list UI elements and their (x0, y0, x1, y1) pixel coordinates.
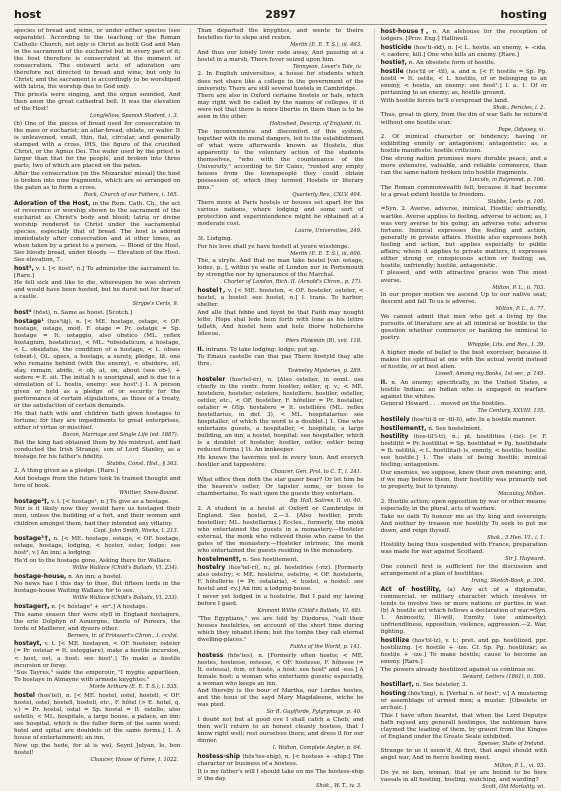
dictionary-entry (197, 477, 363, 505)
entry-text: Do ye ne ken, woman, that ye are bound to be here vassals in all hosting, hosting, watching, and warding? (380, 770, 547, 784)
dictionary-entry (381, 379, 547, 401)
citation: Scott, Old Mortality, vii. (482, 784, 545, 791)
dictionary-entry (381, 770, 547, 791)
entry-text: n. [< ME. hostage, ostage, < OF. hostage, ostage, hostage, lodging, < hoster, oster, lodge: see host³, v.] An inn; a lodging. (14, 536, 181, 557)
dictionary-entry (381, 586, 547, 636)
entry-text: No news hae I this day to thee, But fifteen lords in the hostage-house Waiting Wallace for to see. (14, 581, 181, 595)
dictionary-entry (197, 71, 363, 92)
citation: Berners, tr. of Froissart's Chron., I. ccxlvi. (67, 632, 179, 639)
header-guide-word-right: hosting (500, 8, 547, 21)
headword: hostage³†, (14, 535, 51, 543)
citation: Seward, Letters (1861), ii. 566. (462, 673, 545, 680)
headword: II. (197, 345, 205, 353)
headword: hostayt, (14, 640, 42, 648)
entry-text: (hos'til-li or -tīl-li), adv. In a hostile manner. (411, 416, 537, 423)
entry-text: (a) Any act of a diplomatic, commercial, or military character which involves or tends to involve two or more nations or parties in war. (b) A hostile act which follows a declaration of war.=Syn. 1. Animosity, Ill-will, Enmity (see animosity); unfriendliness, opposition, violence, aggression.—2. War, fighting. (380, 586, 547, 636)
dictionary-entry (14, 670, 180, 691)
headword: hosticide (380, 43, 412, 51)
dictionary-entry (14, 440, 180, 468)
entry-text: (hōs'ting), n. [Verbal n. of host¹, v.] A mustering or assemblage of armed men; a muster. [Obsolete or archaic.] (380, 690, 547, 711)
entry-text: General Howard . . . moved on the hostiles. (380, 401, 506, 408)
dictionary-entry (381, 292, 547, 313)
citation: Milton, P. L., ii. 763. (492, 284, 545, 291)
dictionary-entry (197, 287, 363, 309)
entry-text: The powers already hostilized against us continue so. (380, 666, 536, 673)
citation: The Century, XXVIII. 135. (477, 408, 545, 415)
headword: hostess-ship (197, 752, 241, 760)
dictionary-entry (381, 401, 547, 415)
entry-text: n. An inn; a hostel. (68, 573, 123, 580)
entry-text: After the consecration [in the Mozarabic missal] the host is broken into nine fragments, which are so arranged on the paten as to form a cross. (14, 170, 181, 191)
headword: host³, (14, 264, 34, 272)
entry-text: 2. A student in a hostel at Oxford or Cambridge in England. See hostel, 2.—3. [Also hostiler, prob. hostellier; ML. hostellarius.] Eccles., formerly, the monk who entertained the guests in a monastery.—Hosteler external, the monk who relieved those who came to the gates of the monastery.—Hosteler intrinsic, the monk who entertained the guests residing in the monastery. (197, 505, 364, 554)
entry-text: (hōs'tes), n. [Formerly often hostis; < ME. hostes, hostesse, ostesse, < OF. hostesse, F. hôtesse (= It. ostessa), fem. of hoste, a host: see host³ and -ess.] A female host; a woman who entertains guests; especially, a woman who keeps an inn. (197, 652, 364, 687)
citation: Whittier, Snow-Bound. (119, 490, 179, 497)
entry-text: There more at Paris hostels or houses set apart for the various nations, where lodging and some sort of protection and superintendence might be obtained at a moderate cost. (197, 200, 364, 228)
citation: Stubbs, Const. Hist., § 363. (106, 460, 179, 467)
entry-text: in the Rom. Cath. Ch., the act of reverence or worship shown to the sacrament of the eucharist as Christ's body and blood; latria or divine worship rendered to Christ under the sacramental species, especially that of bread. The host is adored immediately after consecration and at other times, as when taken by a priest to a person. — Blood of the Host. See bloody bread, under bloody. — Elevation of the Host. See elevation, 7. (14, 200, 181, 263)
entry-text: He that hath wife and children hath given hostages to fortune; for they are impediments to great enterprises, either of virtue or mischief. (14, 410, 181, 431)
entry-text: Thus, great in glory, from the din of war Safe he return'd without one hostile scar. (380, 112, 547, 126)
dictionary-entry (381, 206, 547, 269)
dictionary-entry (197, 769, 363, 790)
entry-text: (hos-til'i-ti), n.; pl. hostilities (-tiz). [< F. hostilité = Pr. hostilitat = Sp. hostilidad = Pg. hostilidade = It. ostilità, < L. hostilita(t-)s, enmity, < hostilis, hostile: see hostile.] 1. The state of being hostile; inimical feeling; antagonism. (380, 434, 547, 469)
headword: hostel (14, 691, 35, 699)
citation: Pope, Odyssey, xi. (498, 126, 545, 133)
entry-text: We cannot admit that men who get a living by the pursuits of literature are at all inimical or hostile to the question whether commerce or banking be inimical to poetry. (380, 313, 547, 342)
dictionary-entry (381, 425, 547, 433)
entry-text: (hōs'tes-ship), n. [< hostess + -ship.] The character or business of a hostess. (197, 753, 364, 767)
dictionary-entry (197, 753, 363, 768)
dictionary-entry (197, 258, 363, 286)
dictionary-entry (14, 640, 180, 669)
entry-text: This I have often heardst, that when the Lord Deputye hath raysed any generall hostinges, the noblemen have claymed the leading of them, by graunt from the Kinges of England under the Greate Seale exhibited. (380, 712, 547, 740)
dictionary-entry (14, 603, 180, 611)
headword: Adoration of the Host, (14, 199, 91, 207)
dictionary-entry (197, 688, 363, 716)
citation: Shak., Pericles, i. 2. (492, 104, 545, 111)
dictionary-entry (197, 556, 363, 564)
dictionary-entry (14, 318, 180, 411)
headword: hostage¹ (14, 317, 44, 325)
dictionary-entry (14, 265, 180, 280)
dictionary-entry (381, 499, 547, 513)
dictionary-entry (381, 28, 547, 43)
entry-text: "Sus Tayres," saide the emperour, "I myghe apparlleen, To hostaye in Almayne with armede knyghtes." (14, 670, 181, 684)
dictionary-entry (14, 476, 180, 497)
entry-text: But the king had obtained them by his mistrust, and had conducted the Irish Strange, son of Lord Stanley, as a hostage for his father's fidelity. (14, 439, 181, 460)
dictionary-entry (197, 564, 363, 593)
dictionary-entry (14, 280, 180, 308)
dictionary-entry (381, 433, 547, 469)
citation: Merlin (E. E. T. S.), iii. 606. (290, 250, 362, 257)
dictionary-entry (381, 270, 547, 291)
entry-text: Than departed the knyghtes, and wente to theire hostelles for to slepe and resten. (197, 28, 364, 42)
citation: Milton, P. L., ii. 77. (495, 306, 545, 313)
dictionary-entry (381, 98, 547, 112)
citation: Kinmont Willie (Child's Ballads, VI. 68). (257, 608, 362, 615)
dictionary-entry (197, 616, 363, 651)
citation: Laurie, Universities, 249. (294, 228, 362, 235)
entry-text: The priests were singing, and the organ sounded, And then anon the great cathedral bell. It was the elevation of the Host! (14, 92, 181, 113)
entry-text: v. t. [< hostage¹, n.] To give as a hostage. (50, 498, 171, 505)
citation: Lincoln, in Raymond, p. 166. (469, 177, 545, 184)
dictionary-entry (381, 667, 547, 681)
entry-text: What office then doth the star gazer bear? Or let him be the heaven's ostler, Or tapster some, or tosse to chambertaine, To wait upon the guests they entertain. (197, 476, 364, 497)
entry-text: n. An enemy; specifically, in the United States, a hostile Indian; an Indian who is engaged in warfare against the whites. (380, 379, 547, 400)
dictionary-entry (381, 564, 547, 585)
headword: hosteler (197, 375, 226, 383)
dictionary-entry (381, 542, 547, 563)
dictionary-entry (197, 50, 363, 71)
entry-text: Nor is it likely now they would have us hostaged their men, unless the building of a fort, and their women and children amongst them, had they intended any villainy. (14, 506, 181, 527)
dictionary-entry (197, 93, 363, 128)
dictionary-entry (381, 637, 547, 666)
headword: hostilize (380, 636, 410, 644)
dictionary-entry (197, 354, 363, 375)
headword: Act of hostility, (380, 585, 441, 593)
entry-text: (hos'tel-ėr), n. [Also ostelier, in ooml. use chiefly in the contr. form hostler, ostler, q. v.; < ME. hostelere, hosteler, ostelere, hostellere, hostiler, osteller, ostiler, etc., < OF. hostelier, F. hôtelier = Pr. hostalier, ostalier = OSp. hostalero = It. ostellière (ML. reflex hostellarius, in def. 3), < ML. hospitalarius: see hospitaller, of which the word is a doublet.] 1. One who entertains guests, a hospitaller, < hospitale, a large building, an inn, a hostel, hospital: see hospitaller, which is a doublet of hosteler, hostler, ostler, ostler being reduced forms.] 1t. An innkeeper. (197, 376, 364, 454)
dictionary-entry (14, 28, 180, 91)
citation: Milton, P. L., vi. 93. (494, 762, 545, 769)
citation: Lowell, Among my Books, 1st ser., p. 149. (435, 370, 545, 377)
citation: Longfellow, Spanish Student, i. 3. (89, 113, 179, 120)
citation: Irving, Sketch-Book, p. 306. (471, 578, 545, 585)
dictionary-entry (14, 309, 180, 317)
headword: hosting (380, 689, 407, 697)
entry-text: 2. In English universities, a house for students which does not share like a college in the government of the university. There are still several hostels in Cambridge. (197, 71, 364, 92)
headword: II. (380, 378, 388, 386)
citation: Charter of London, Rich. II. (Arnold's Chron., p. 17). (223, 279, 362, 286)
entry-text: (b) One of the pieces of bread used for consecration in the mass or eucharist; an altar-bread, oblate, or wafer. It is unleavened, small, thin, flat, circular, and generally stamped with a cross, IHS, the figure of the crucified Christ, or the Agnus Dei. The wafer used by the priest is larger than that for the people, and broken into three parts, two of which are placed on the paten. (14, 120, 181, 170)
headword: hostie†, (380, 59, 407, 67)
entry-text: (hos'tāj), n. [< ME. hostage, ostage, < OF. hostage, ostage, mod. F. otage = Pr. ostatge = Sp. hostage = It. ostaggio, also obstico (ML. reflex hostagium, hostaticus), < ML. *obsidaticum, a hostage, < L. obsidatus, the condition of a hostage, < L. obses (obsid-), OL. opses, a hostage, a surety, pledge, lit. one who remains behind (with the enemy), < obsidere, sit, stay, remain, abide, < ob, at, on, about (see ob-), + sedere = E. sit. The initial h is unoriginal, and is due to a simulation of L. hostis, enemy: see host¹.] 1. A person given or held as a pledge of or security for the performance of certain stipulations, as those of a treaty, or the satisfaction of certain demands. (14, 318, 181, 410)
entry-text: v. [< ME. hostelen, < OF. hosteler, osteler, < hostel, a hostel: see hostel, n.] I. trans. To harbor; shelter. (197, 288, 364, 309)
column-middle (190, 28, 364, 789)
dictionary-entry (381, 350, 547, 378)
dictionary-entry (14, 612, 180, 640)
entry-text: 2. Of inimical character or tendency; having or exhibiting enmity or antagonism; antagonistic: as, a hostile manifesto; hostile criticism. (380, 134, 547, 155)
entry-text: (hōst), n. Same as hoost. [Scotch.] (33, 309, 133, 316)
entry-text: One strong nation promises more durable peace, and a more extensive, valuable, and reliable commerce, than can the same nation broken into hostile fragments. (380, 155, 547, 177)
citation: Macaulay, Milton. (498, 491, 545, 498)
dictionary-entry (197, 310, 363, 345)
headword: host⁴ (14, 308, 32, 316)
dictionary-entry (14, 506, 180, 534)
entry-text: Take no oath To honour me as thy king and sovereign; And neither by treason nor hostility To seek to put me down, and reign thyself. (380, 513, 547, 534)
entry-text: (hos'ti-sīd), n. [< L. hostis, an enemy, + -cida, < cædere, kill.] One who kills an enemy. [Rare.] (380, 44, 547, 58)
citation: Willie Wallace (Child's Ballads, VI. 234). (72, 564, 179, 571)
page-number: 2897 (265, 8, 296, 21)
headword: hostel†, (197, 287, 226, 295)
entry-text: He'd on to the hostage gone, Asking there for Wallace. (14, 557, 172, 564)
headword: hostility (380, 433, 409, 441)
citation: Quarterly Rev., CXLV. 404. (292, 192, 362, 199)
dictionary-entry (381, 112, 547, 133)
dictionary-entry (381, 314, 547, 349)
entry-text: And thus our lonely lover rode away, And pausing at a hostel in a marsh, There fever seized upon him. (197, 49, 364, 63)
headword: hostager†, (14, 602, 50, 610)
citation: Whipple, Lits. and Rev., I. 39. (467, 342, 545, 349)
column-right (374, 28, 547, 791)
citation: Rock, Church of our Fathers, i. 165. (83, 191, 179, 198)
citation: Shak., 3 Hen. VI., i. 1. (487, 534, 545, 541)
dictionary-entry (14, 573, 180, 581)
entry-text: The inconvenience and discomfort of this system, together with its moral dangers, led to the establishment of what were afterwards known as Hostels, due apparently to the voluntary action of the students themselves, "who with the countenance of the University," according to Sir Cains, "rented any empty houses from the townspeople they could obtain possession of, which they termed Hostels or literary inns." (197, 129, 364, 192)
entry-text: With hostile forces he'll o'erspread the land. (380, 97, 509, 104)
entry-text: (hos'til or -tīl), a. and n. [< F. hostile = Sp. Pg. hostil = It. ostile, < L. hostilis, of or belonging to an enemy, < hostis, an enemy: see host¹.] I. a. 1. Of or pertaining to an enemy; as, hostile ground. (380, 69, 547, 97)
citation: Shak., W. T., iv. 3. (315, 782, 362, 789)
headword: hostile (380, 68, 404, 76)
column-left (14, 28, 180, 781)
entry-text: For his love shall ye have hostell at youre wisshinge. (197, 243, 350, 250)
dictionary-entry (14, 200, 180, 264)
entry-text: n. An obsolete form of hostile. (408, 60, 496, 67)
entry-text: 3t. Lodging. (197, 235, 233, 242)
page-header (14, 8, 547, 22)
header-guide-word-left: host (14, 8, 42, 21)
dictionary-entry (381, 470, 547, 498)
citation: Stubbs, Lects. p. 100. (487, 198, 545, 205)
entry-text: One council first is sufficient for the discussion and arrangement of a plan of hostilities. (380, 564, 547, 578)
dictionary-entry (14, 121, 180, 170)
citation: Chaucer, Gen. Prol. to C. T., l. 241. (270, 469, 362, 476)
entry-text: Strange to us it seem'd, At first, that angel should with angel war, And in fierce hosting meet. (380, 748, 547, 762)
entry-text: To Emaus castelle can thai pas There hostyld thay alle thre. (197, 354, 364, 368)
entry-text: I pleased, and with attractive graces won The most averse. (380, 270, 547, 284)
dictionary-entry (381, 748, 547, 769)
citation: Tennyson, Lover's Tale, iv. (292, 63, 362, 70)
citation: Morte Arthure (E. E. T. S.), l. 535. (89, 684, 179, 691)
dictionary-entry (197, 376, 363, 455)
dictionary-entry (14, 581, 180, 602)
entry-text: species of bread and wine, or under either species (see separable). According to the teaching of the Roman Catholic Church, not only is Christ as both God and Man in the sacrament of the eucharist but in every part of it; the host therefore is consecrated at the moment of consecration. The outward acts of adoration are therefore not directed to bread and wine, but only to Christ; and the sacrament is accordingly to be worshiped with latria, the worship due to God only. (14, 28, 181, 91)
dictionary-entry (381, 416, 547, 424)
dictionary-entry (381, 59, 547, 67)
dictionary-entry (14, 411, 180, 439)
dictionary-entry (381, 134, 547, 155)
dictionary-entry (197, 594, 363, 615)
dictionary-entry (381, 185, 547, 206)
dictionary-entry (381, 44, 547, 59)
dictionary-columns (14, 28, 547, 791)
dictionary-entry (381, 713, 547, 748)
citation: Holinshed, Descrip. of England, iii. (269, 121, 362, 128)
headword: hostilely (380, 415, 410, 423)
entry-text: I doubt not but at good eve I shall catch a Cheb; and then we'll return to an honest cleanly hostess, that I know right well; rest ourselves there; and dress it for our dinner. (197, 717, 364, 745)
entry-text: And alle that febbe and feynt be that Faith may nought lette, Hope shal lede hem forth with lone as his lettre telleth, And hostel hem and hele thorw holicherche bileeue. (197, 309, 364, 337)
entry-text: 2. Hostile action; open opposition by war or other means; especially, in the plural, acts of warfare. (380, 498, 547, 512)
entry-text: He knewe the tavernes wel in every toun, And everych hostiler and tappestere. (197, 455, 364, 469)
headword: hostage-house, (14, 572, 67, 580)
entry-text: intrans. To take lodging; lodge; put up. (205, 346, 319, 353)
dictionary-entry (381, 690, 547, 712)
dictionary-entry (197, 346, 363, 354)
headword: hostess (197, 651, 224, 659)
citation: Piers Plowman (B), xvii. 118. (285, 337, 362, 344)
entry-text: Hostility being thus suspended with France, preparation was made for war against Scotland. (380, 542, 547, 556)
entry-text: It is my father's will I should take on me The hostess-ship o' the day. (197, 768, 364, 782)
dictionary-entry (197, 28, 363, 49)
citation: Bacon, Marriage and Single Life (ed. 1887). (62, 431, 179, 438)
dictionary-entry (381, 156, 547, 184)
citation: I. Walton, Complete Angler, p. 64. (272, 745, 362, 752)
citation: Merlin (E. E. T. S.), iii. 463. (290, 42, 362, 49)
header-rule (14, 24, 547, 25)
headword: hostelment†, (197, 555, 242, 563)
entry-text: n. See hostilement. (242, 556, 299, 563)
citation: Strype's Certs, 9. (132, 301, 179, 308)
dictionary-entry (381, 681, 547, 689)
entry-text: =Syn. 2. Averse, adverse, inimical, Hostile; unfriendly, warlike. Averse applies to feeling, adverse to action; as, I was very averse to his going; an adverse vote; adverse fortune. Inimical expresses the feeling and action, generally in private affairs. Hostile also expresses both feeling and action, but applies especially to public affairs; where it applies to private matters, it expresses either strong or conspicuous action or feeling; as, hostile, unfriendly; hostile, antagonistic. (380, 206, 547, 269)
entry-text: Our enemies, we suppose, knew their own meaning; and, if we may believe them, their hostility was primarily not to property, but to tyranny. (380, 470, 547, 491)
citation: Sir J. Hayward. (505, 556, 545, 563)
dictionary-entry (381, 68, 547, 97)
citation: Sir R. Guylforde, Pylgrymage, p. 40. (266, 709, 362, 716)
dictionary-entry (197, 717, 363, 752)
entry-text: n. An alehouse for the reception of lodgers. [Prov. Eng.] Halliwell. (380, 29, 547, 43)
entry-text: He fell sick and like to die, whereupon he was shriven and would have been hosted, but he durst not for fear of a castle. (14, 280, 181, 301)
citation: Capt. John Smith, Works, I. 213. (93, 527, 179, 534)
entry-text: A higher mode of belief is the best exorciser, because it makes the spiritual at one with the actual world instead of hostile, or at best alien. (380, 349, 547, 370)
dictionary-entry (14, 468, 180, 475)
entry-text: And thereby is the bour of Martha, our Lordes hostes, and the hous of the sayd Mary Magdaleene, wiche he was pted. (197, 688, 364, 709)
entry-text: Now up the hede, for al is wel, Seynt Julyan, lo, bon hostel! (14, 742, 181, 756)
entry-text: The, a stryfe. And that no man take hostel [var. ostage, lodes, p. ], within ye walle of London nor in Portsmouth by strengthe nor by ignoraunce of the Marchal. (197, 258, 364, 279)
entry-text: n. See hostelment. (428, 425, 482, 432)
dictionary-entry (14, 535, 180, 557)
dictionary-entry (14, 558, 180, 572)
dictionary-entry (197, 129, 363, 199)
dictionary-entry (197, 652, 363, 688)
entry-text: n. See hosteler, 3. (415, 682, 468, 689)
entry-text: v. t. [< host³, n.] To administer the sacrament to. [Rare.] (14, 265, 181, 279)
headword: hostage²†, (14, 497, 50, 505)
citation: Faiths of the World, p. 141. (290, 643, 362, 650)
entry-text: I never yet lodged in a hostelrie, But I paid my lawing before I gaed. (197, 593, 364, 607)
entry-text: The same season ther were styll in England hostagers, the erle Dolphyn of Auuergne, therle of Poreers, the lorde of Maillerer, and dyuers other. (14, 611, 181, 632)
entry-text: In our proper motion we ascend Up to our native seat; descent and fall To us is adverse. (380, 292, 547, 306)
entry-text: And hostage from the future took In trained thought and lore of book. (14, 476, 181, 490)
dictionary-entry (197, 455, 363, 476)
dictionary-entry (14, 92, 180, 120)
citation: Bp. Hall, Satires, II. vii. 40. (289, 497, 362, 504)
citation: Spenser, State of Ireland. (477, 740, 545, 747)
entry-text: "The Egyptians," we are told by Diodorus, "call their houses hostelries, on account of the short time during which they inhabit them; but the tombs they call eternal dwelling-places." (197, 615, 364, 643)
dictionary-entry (197, 506, 363, 555)
citation: Chaucer, House of Fame, I. 1022. (90, 756, 179, 763)
dictionary-entry (14, 743, 180, 764)
entry-text: (hos'tel), n. [< ME. hostel, ostel, hostell, < OF. hostel, ostel, hostell, hostell, etc., F. hôtel (> E. hotel, q. v.) = Pr. hostal, ostal = Sp. hostal = It. ostello, also ostello, < ML. hospitale, a large house, a palace, an inn: see hospital, which is the fuller form of the same word; hotel and spital are doublets of the same forms.] 1. A house of entertainment; an inn. (14, 692, 181, 742)
entry-text: (hos'tel-ri), n.; pl. hostelries (-riz). [Formerly also ostelry; < ME. hostelrie, ostelrie, < OF. hostelerie, F. hôtellerie (= Pr. ostalaria), < hostel, a hostel: see hostel and -ry.] An inn; a lodging-house. (197, 565, 364, 593)
dictionary-entry (197, 244, 363, 258)
headword: host-house†, (380, 28, 429, 35)
citation: Towneley Mysteries, p. 289. (287, 368, 362, 375)
dictionary-entry (197, 200, 363, 235)
citation: Willie Wallace (Child's Ballads, VI. 233). (72, 595, 179, 602)
headword: hostillar†, (380, 681, 414, 689)
dictionary-entry (14, 171, 180, 199)
headword: hostelry (197, 564, 226, 572)
entry-text: The Roman commonwealth fell, because it had become to a great extent hostile to freedom. (380, 184, 547, 198)
entry-text: (hos'til-īz), v. t.; pret. and pp. hostilized, ppr. hostilizing. [< hostile + -ize. Cf. Sp. Pg. hostilizar; as hostile + -ize.] To make hostile; cause to become an enemy. [Rare.] (380, 637, 547, 665)
entry-text: There are also in Oxford certaine hostels or hals, which may right well be called by the names of colleges, if it were not that there is more libertie in them than is to be seen in the other. (197, 93, 364, 121)
headword: hostilement†, (380, 424, 427, 432)
dictionary-entry (14, 498, 180, 506)
dictionary-entry (14, 692, 180, 742)
dictionary-entry (197, 236, 363, 243)
entry-text: n. [< hostage¹ + -er¹.] A hostage. (51, 603, 148, 610)
entry-text: 2. A thing given as a pledge. [Rare.] (14, 468, 119, 475)
dictionary-entry (381, 514, 547, 542)
entry-text: v. t. [< ME. hostayen, < OF. hosteier, osteier (= Pr. osteiar = It. osteggiare), make a hostile incursion, < host, ost, a host: see host¹.] To make a hostile incursion or foray. (14, 641, 181, 669)
